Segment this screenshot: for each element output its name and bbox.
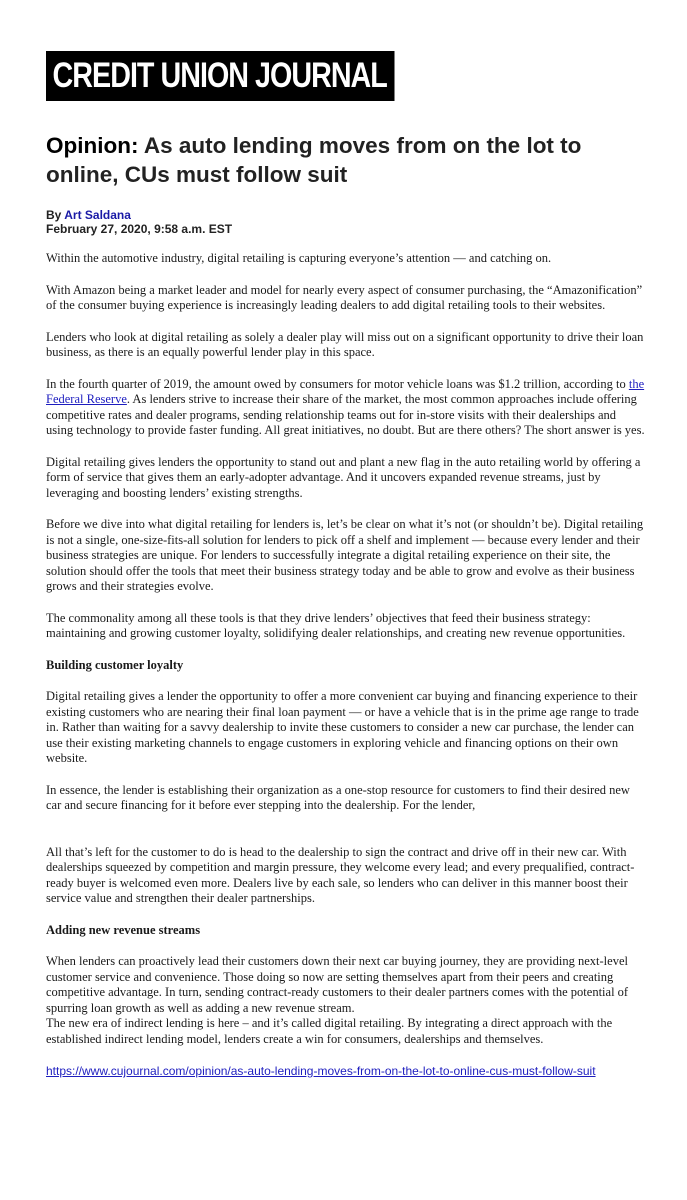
paragraph: With Amazon being a market leader and model for nearly every aspect of consumer purchasing, the “Amazonification” of the consumer buying experience is increasingly leading dealers to add digital retailing tools to their websites.: [46, 282, 643, 312]
byline-by: By: [46, 208, 62, 222]
publish-date: February 27, 2020, 9:58 a.m. EST: [46, 222, 233, 236]
paragraph: In essence, the lender is establishing their organization as a one-stop resource for customers to find their desired new car and secure financing for it before ever stepping into the dealership. For the lender,: [46, 782, 630, 812]
masthead-logo: CREDIT UNION JOURNAL: [46, 51, 394, 101]
paragraph: Digital retailing gives a lender the opportunity to offer a more convenient car buying and financing experience to their existing customers who are nearing their final loan payment — or have a vehicle that is in the prime age range to trade in. Rather than waiting for a savvy dealership to invite these customers to consider a new car purchase, the lender can use their existing marketing channels to engage customers in exploring vehicle and financing options on their own website.: [46, 689, 639, 765]
paragraph: Lenders who look at digital retailing as solely a dealer play will miss out on a significant opportunity to drive their loan business, as there is an equally powerful lender play in this space.: [46, 329, 644, 359]
paragraph: Before we dive into what digital retailing for lenders is, let’s be clear on what it’s not (or shouldn’t be). Digital retailing is not a single, one-size-fits-all solution for lenders to pick off a shelf and implement — because every lender and their business strategies are unique. For lenders to successfully integrate a digital retailing experience on their site, the solution should offer the tools that meet their business strategy today and be able to grow and evolve as their business grows and their strategies evolve.: [46, 517, 644, 593]
paragraph: All that’s left for the customer to do is head to the dealership to sign the contract and drive off in their new car. With dealerships squeezed by competition and margin pressure, they welcome every lead; and every prequalified, contract-ready buyer is welcomed even more. Dealers live by each sale, so lenders who can deliver in this manner boost their service value and strengthen their dealer partnerships.: [46, 844, 635, 905]
article-body: [46, 251, 646, 1047]
headline-title: As auto lending moves from on the lot to online, CUs must follow suit: [46, 133, 582, 187]
author-link[interactable]: Art Saldana: [64, 208, 131, 222]
article-page: [46, 51, 646, 1079]
paragraph: The new era of indirect lending is here – and it’s called digital retailing. By integrating a direct approach with the established indirect lending model, lenders create a win for consumers, dealerships and themselves.: [46, 1016, 613, 1046]
section-heading: Building customer loyalty: [46, 657, 184, 672]
paragraph: Digital retailing gives lenders the opportunity to stand out and plant a new flag in the auto retailing world by offering a form of service that gives them an early-adopter advantage. And it uncovers expanded revenue streams, just by leveraging and boosting lenders’ existing strengths.: [46, 454, 641, 500]
paragraph: [46, 377, 646, 439]
paragraph: When lenders can proactively lead their customers down their next car buying journey, they are providing next-level customer service and convenience. Those doing so now are setting themselves apart from their peers and creating competitive advantage. In turn, sending contract-ready customers to their dealer partners comes with the potential of spurring loan growth as well as adding a new revenue stream.: [46, 954, 629, 1015]
paragraph: Within the automotive industry, digital retailing is capturing everyone’s attention — and catching on.: [46, 251, 552, 265]
section-heading: Adding new revenue streams: [46, 922, 201, 937]
paragraph-text: In the fourth quarter of 2019, the amount owed by consumers for motor vehicle loans was $1.2 trillion, according to: [46, 376, 629, 391]
source-url-link[interactable]: https://www.cujournal.com/opinion/as-auto-lending-moves-from-on-the-lot-to-online-cus-must-follow-suit: [46, 1064, 596, 1078]
paragraph: The commonality among all these tools is that they drive lenders’ objectives that feed their business strategy: maintaining and growing customer loyalty, solidifying dealer relationships, and creating new revenue opportunities.: [46, 610, 626, 640]
headline-kicker: Opinion:: [46, 133, 139, 158]
paragraph-text: . As lenders strive to increase their share of the market, the most common approaches include offering competitive rates and dealer programs, sending relationship teams out for in-store visits with their dealerships and using technology to provide faster funding. All great initiatives, no doubt. But are there others? The short answer is yes.: [46, 392, 645, 437]
byline: [46, 208, 646, 236]
article-headline: [46, 131, 646, 189]
federal-reserve-link[interactable]: the Federal Reserve: [46, 376, 645, 406]
